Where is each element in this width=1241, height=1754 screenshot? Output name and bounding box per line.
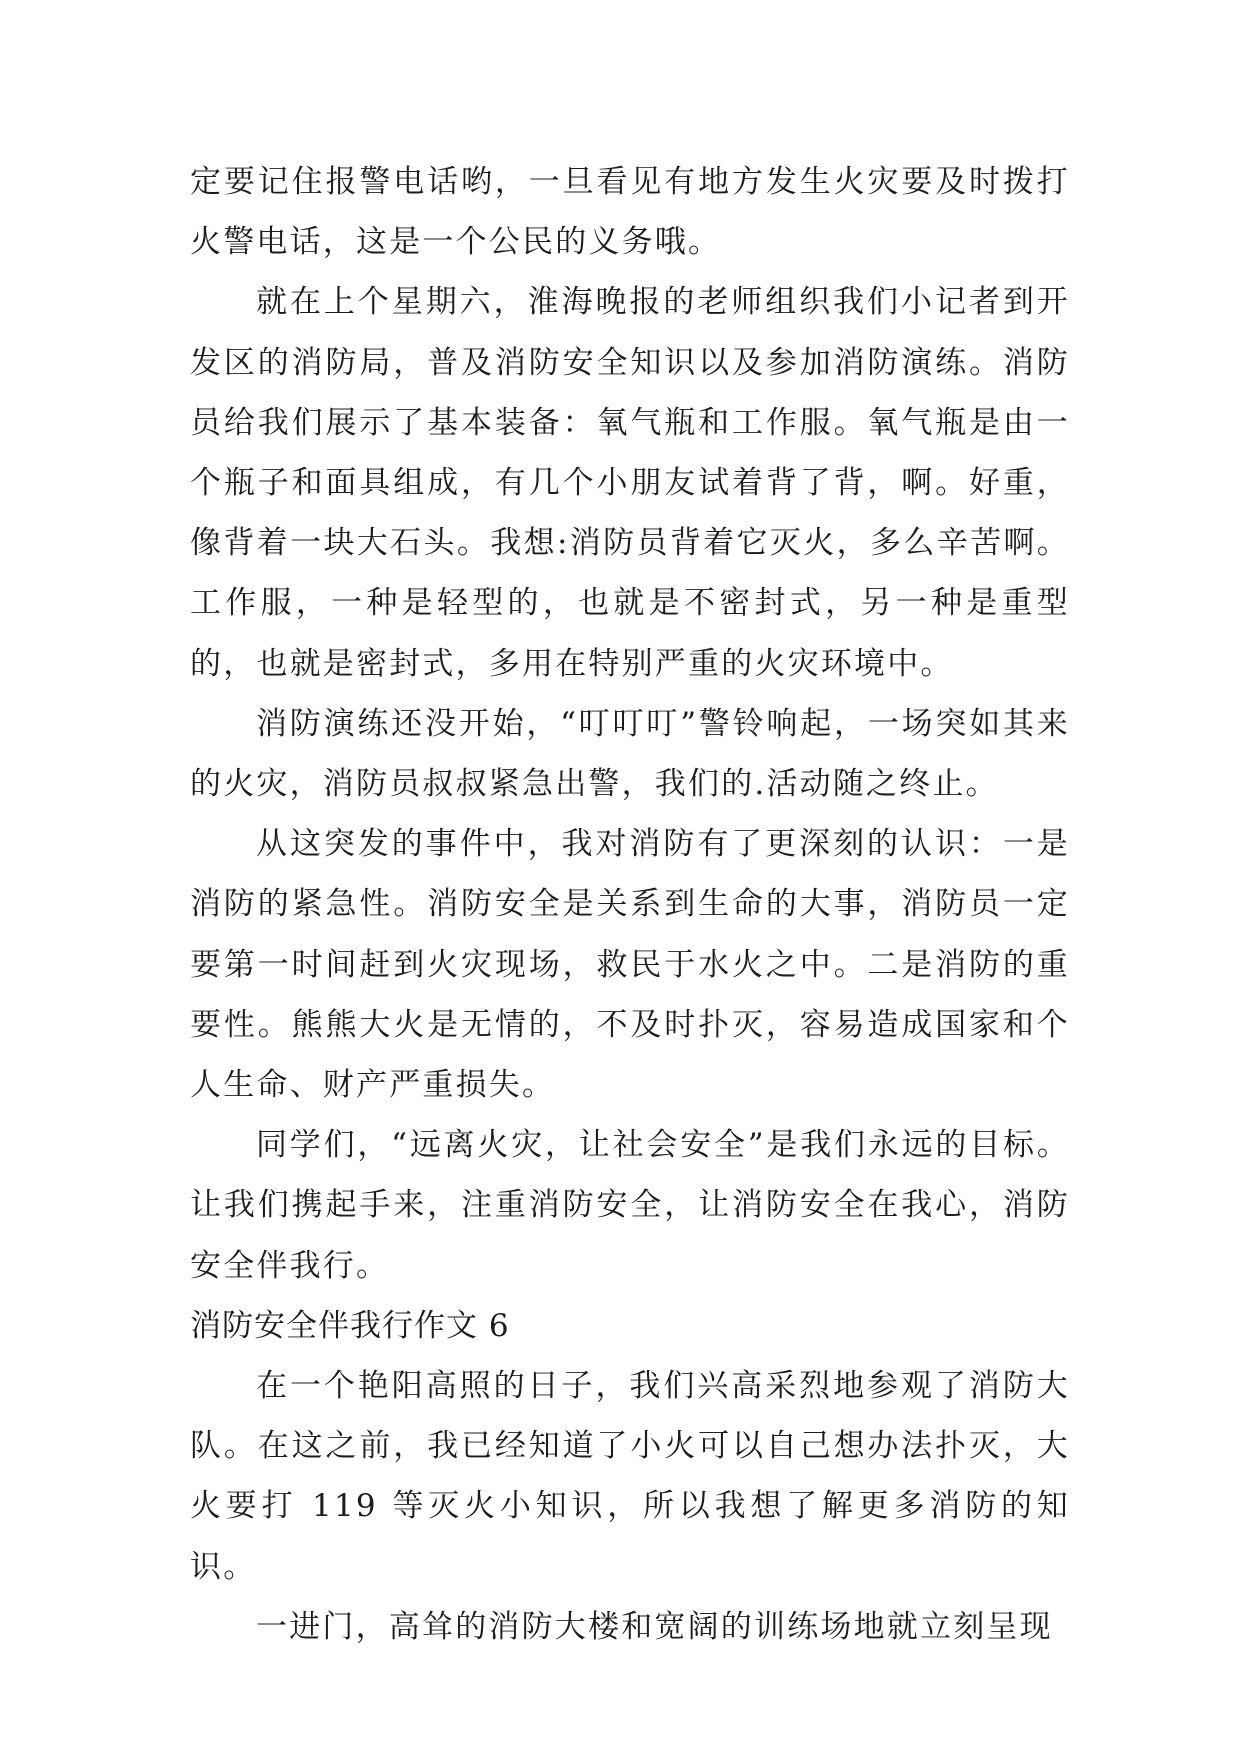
paragraph-3: 消防演练还没开始，“叮叮叮”警铃响起，一场突如其来的火灾，消防员叔叔紧急出警，我们的.活动随之终止。 [190, 705, 1070, 803]
section-paragraph-2: 一进门，高耸的消防大楼和宽阔的训练场地就立刻呈现 [256, 1608, 1053, 1645]
paragraph-5: 同学们，“远离火灾，让社会安全”是我们永远的目标。让我们携起手来，注重消防安全，让消防安全在我心，消防安全伴我行。 [190, 1127, 1070, 1284]
section-heading: 消防安全伴我行作文 6 [190, 1307, 510, 1344]
paragraph-2: 就在上个星期六，淮海晚报的老师组织我们小记者到开发区的消防局，普及消防安全知识以及参加消防演练。消防员给我们展示了基本装备：氧气瓶和工作服。氧气瓶是由一个瓶子和面具组成，有几个小朋友试着背了背，啊。好重，像背着一块大石头。我想:消防员背着它灭火，多么辛苦啊。工作服，一种是轻型的，也就是不密封式，另一种是重型的，也就是密封式，多用在特别严重的火灾环境中。 [190, 284, 1070, 682]
section-paragraph-1: 在一个艳阳高照的日子，我们兴高采烈地参观了消防大队。在这之前，我已经知道了小火可以自己想办法扑灭，大火要打 119 等灭火小知识，所以我想了解更多消防的知识。 [190, 1368, 1070, 1585]
document-page [190, 152, 1070, 1657]
paragraph-1: 定要记住报警电话哟，一旦看见有地方发生火灾要及时拨打火警电话，这是一个公民的义务哦。 [190, 164, 1070, 261]
paragraph-4: 从这突发的事件中，我对消防有了更深刻的认识：一是消防的紧急性。消防安全是关系到生命的大事，消防员一定要第一时间赶到火灾现场，救民于水火之中。二是消防的重要性。熊熊大火是无情的，不及时扑灭，容易造成国家和个人生命、财产严重损失。 [190, 826, 1070, 1104]
